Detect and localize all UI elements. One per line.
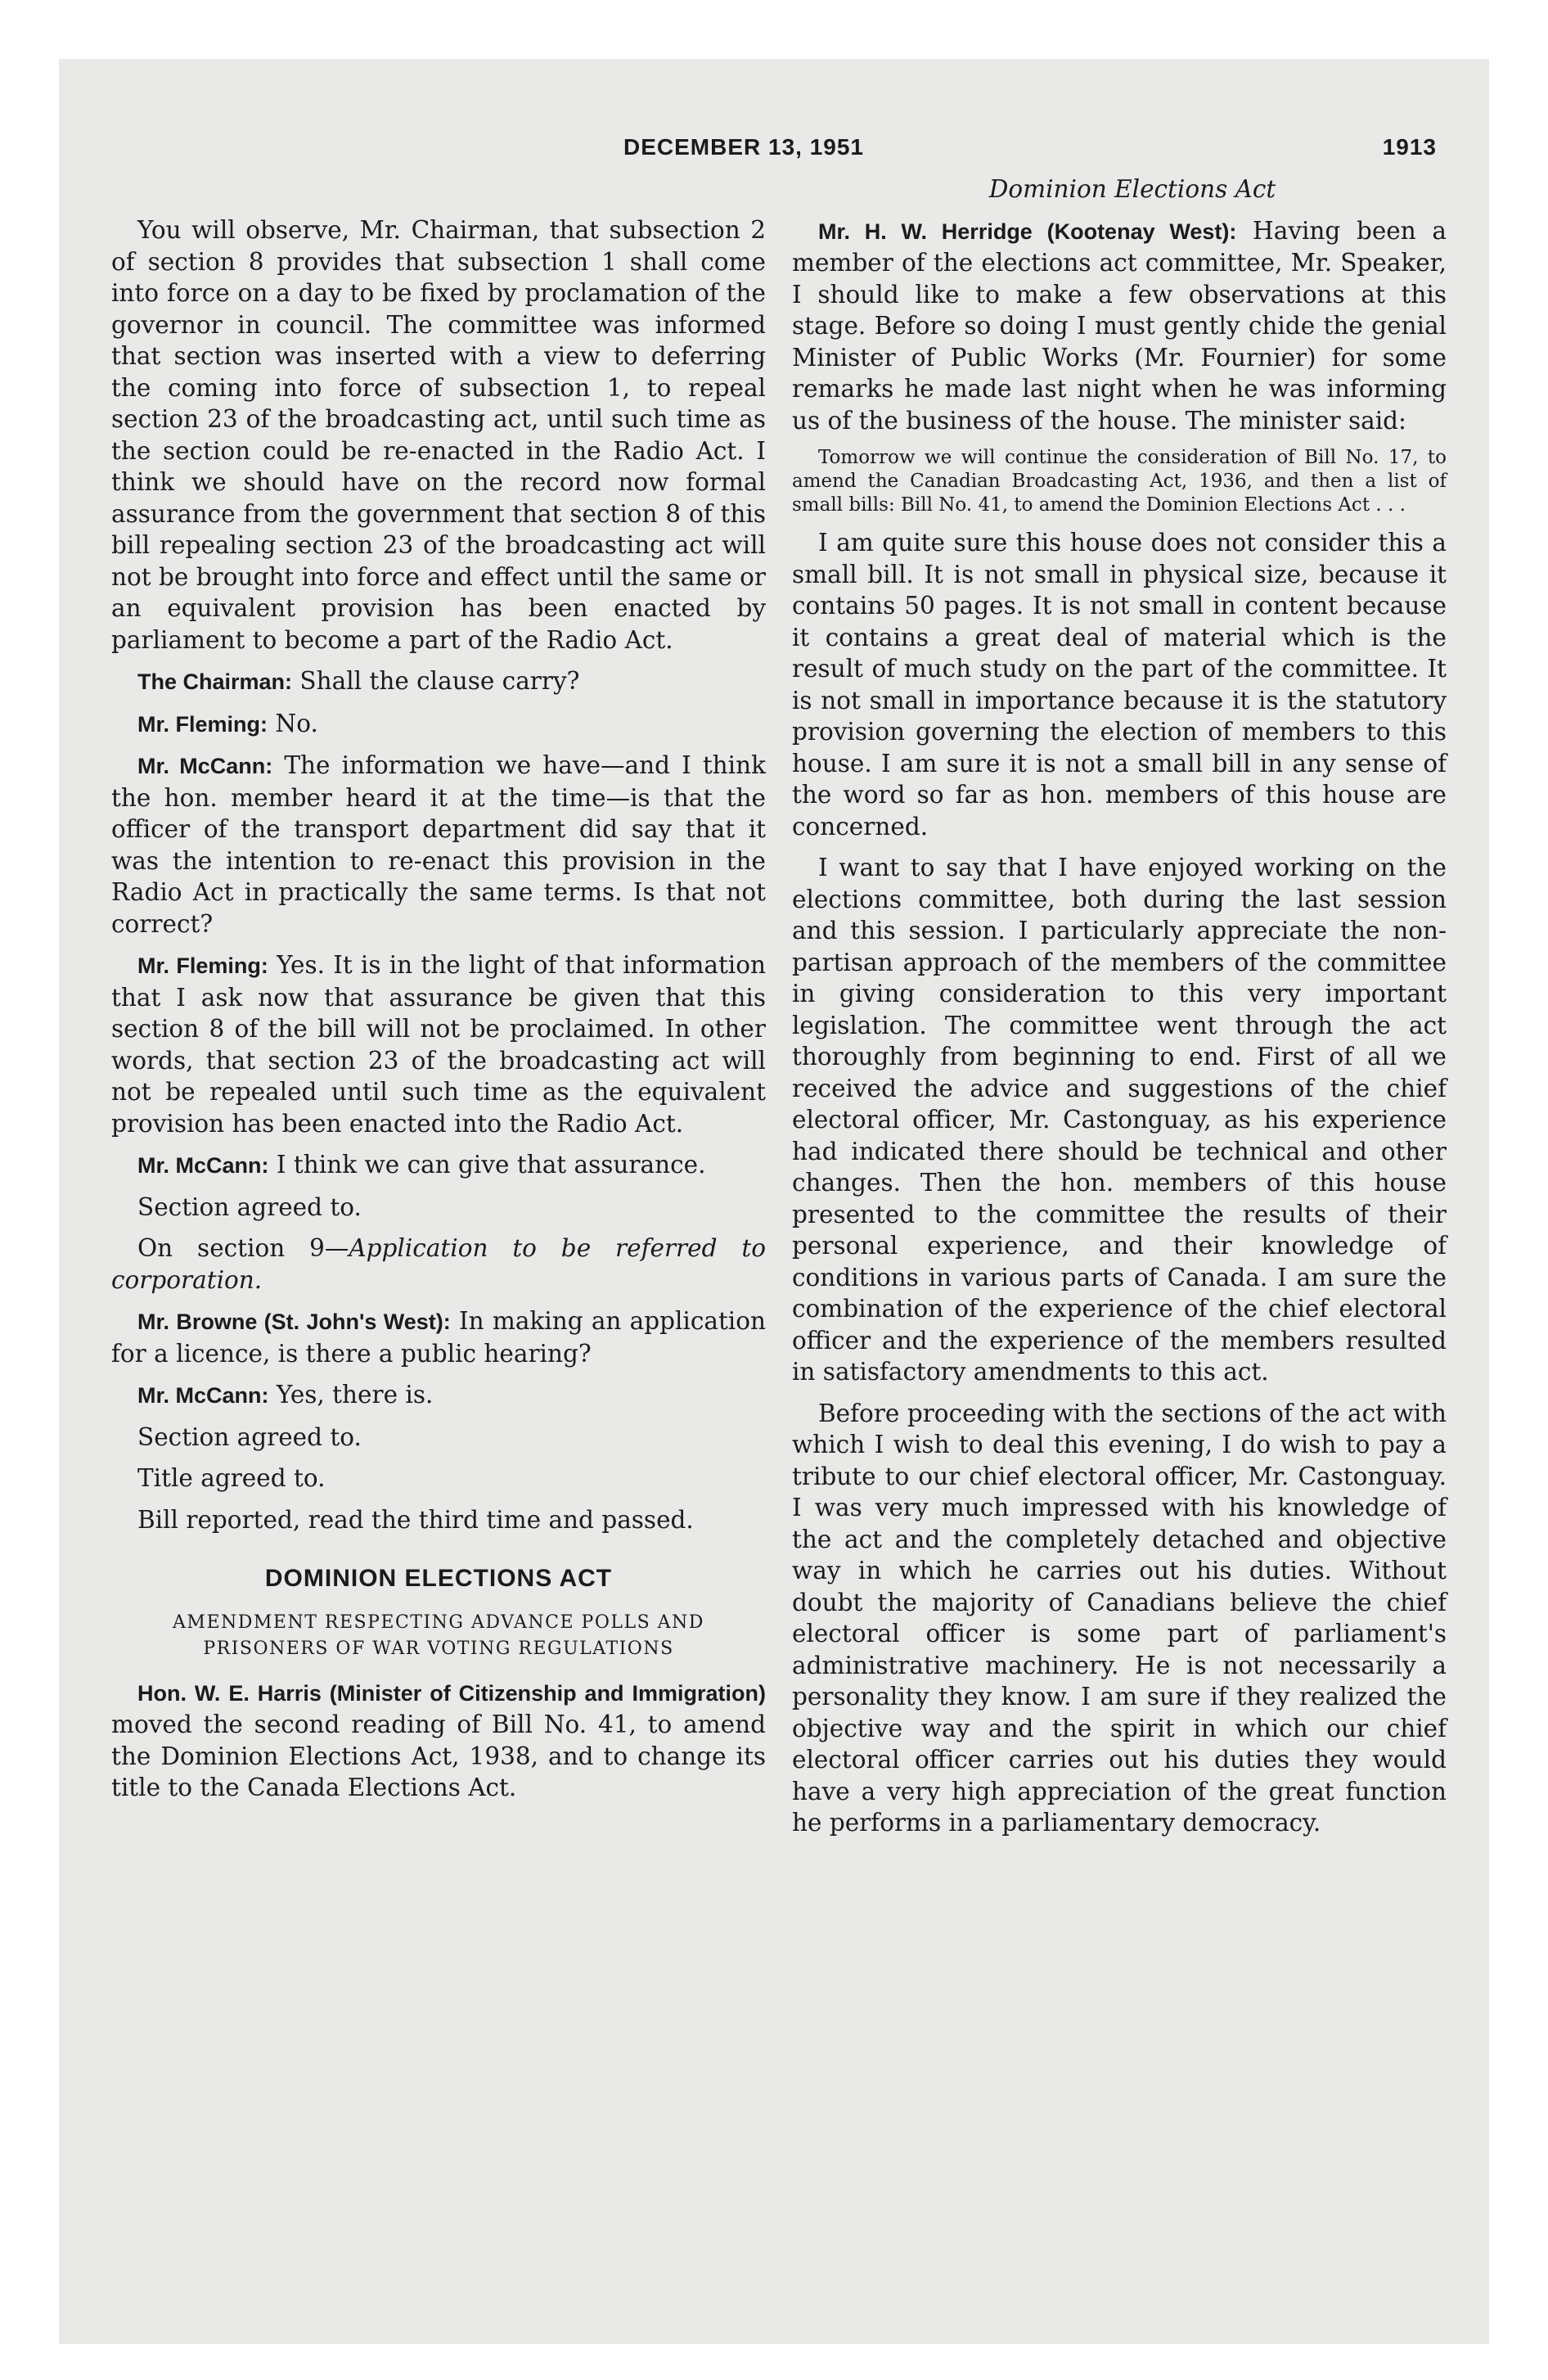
speech-text: moved the second reading of Bill No. 41, to amend the Dominion Elections Act, 1938, and to change its title to the Canada Elections Act. xyxy=(111,1711,766,1801)
speaker-name: Mr. H. W. Herridge (Kootenay West): xyxy=(818,219,1237,244)
header-date: DECEMBER 13, 1951 xyxy=(623,134,865,160)
block-quote: Tomorrow we will continue the consideration of Bill No. 17, to amend the Canadian Broadcasting Act, 1936, and then a list of small bills: Bill No. 41, to amend the Dominion Elections Act . . . xyxy=(792,447,1447,516)
speech-text: Yes, there is. xyxy=(276,1381,434,1409)
paragraph xyxy=(111,1677,766,1804)
section-heading-italic: Application to be referred to corporation. xyxy=(111,1234,766,1294)
paragraph xyxy=(111,750,766,940)
paragraph xyxy=(111,1379,766,1412)
speaker-name: Mr. McCann: xyxy=(137,1153,269,1178)
left-column xyxy=(111,214,766,1814)
paragraph: I am quite sure this house does not consider this a small bill. It is not small in physical size, because it contains 50 pages. It is not small in content because it contains a great deal of material which is the result of much study on the part of the committee. It is not small in importance because it is the statutory provision governing the election of members to this house. I am sure it is not a small bill in any sense of the word so far as hon. members of this house are concerned. xyxy=(792,529,1447,841)
speaker-name: Mr. Fleming: xyxy=(137,711,268,737)
speech-text: Yes. It is in the light of that information that I ask now that assurance be given that this section 8 of the bill will not be proclaimed. In other words, that section 23 of the broadcasting act will not be repealed until such time as the equivalent provision has been enacted into the Radio Act. xyxy=(111,951,766,1138)
paragraph: I want to say that I have enjoyed working on the elections committee, both during the last session and this session. I particularly appreciate the non-partisan approach of the members of the committee in giving consideration to this very important legislation. The committee went through the act thoroughly from beginning to end. First of all we received the advice and suggestions of the chief electoral officer, Mr. Castonguay, as his experience had indicated there should be technical and other changes. Then the hon. members of this house presented to the committee the results of their personal experience, and their knowledge of conditions in various parts of Canada. I am sure the combination of the experience of the chief electoral officer and the experience of the members resulted in satisfactory amendments to this act. xyxy=(792,854,1447,1386)
running-head: Dominion Elections Act xyxy=(988,175,1276,203)
paragraph xyxy=(792,215,1447,437)
right-column xyxy=(792,174,1447,1849)
speech-text: In making an application for a licence, is there a public hearing? xyxy=(111,1307,766,1368)
hansard-page xyxy=(59,59,1489,2344)
speaker-name: Mr. McCann: xyxy=(137,1383,269,1408)
paragraph xyxy=(111,1149,766,1182)
page-header xyxy=(59,134,1489,167)
paragraph: Bill reported, read the third time and passed. xyxy=(137,1505,694,1534)
paragraph xyxy=(111,949,766,1139)
speaker-name: Mr. McCann: xyxy=(137,754,273,778)
section-subtitle: AMENDMENT RESPECTING ADVANCE POLLS AND PRISONERS OF WAR VOTING REGULATIONS xyxy=(173,1611,704,1659)
speaker-name: Mr. Fleming: xyxy=(137,953,268,978)
speaker-name: Hon. W. E. Harris (Minister of Citizenship and Immigration) xyxy=(137,1680,766,1706)
paragraph: Before proceeding with the sections of the act with which I wish to deal this evening, I do wish to pay a tribute to our chief electoral officer, Mr. Castonguay. I was very much impressed with his knowledge of the act and the completely detached and objective way in which he carries out his duties. Without doubt the majority of Canadians believe the chief electoral officer is some part of parliament's administrative machinery. He is not necessarily a personality they know. I am sure if they realized the objective way and the spirit in which our chief electoral officer carries out his duties they would have a very high appreciation of the great function he performs in a parliamentary democracy. xyxy=(792,1399,1447,1837)
paragraph: Title agreed to. xyxy=(137,1464,326,1492)
speech-text: The information we have—and I think the hon. member heard it at the time—is that the officer of the transport department did say that it was the intention to re-enact this provision in the Radio Act in practically the same terms. Is that not correct? xyxy=(111,751,766,938)
section-lead: On section 9— xyxy=(137,1234,349,1262)
paragraph: Section agreed to. xyxy=(137,1192,362,1221)
speech-text: No. xyxy=(275,709,318,737)
speaker-name: Mr. Browne (St. John's West): xyxy=(137,1309,451,1334)
speech-text: I think we can give that assurance. xyxy=(276,1151,706,1179)
paragraph: You will observe, Mr. Chairman, that subsection 2 of section 8 provides that subsection 1 shall come into force on a day to be fixed by proclamation of the governor in council. The committee was informed that section was inserted with a view to deferring the coming into force of subsection 1, to repeal section 23 of the broadcasting act, until such time as the section could be re-enacted in the Radio Act. I think we should have on the record now formal assurance from the government that section 8 of this bill repealing section 23 of the broadcasting act will not be brought into force and effect until the same or an equivalent provision has been enacted by parliament to become a part of the Radio Act. xyxy=(111,216,766,654)
paragraph xyxy=(111,708,766,741)
paragraph xyxy=(111,665,766,698)
speaker-name: The Chairman: xyxy=(137,669,293,694)
speech-text: Having been a member of the elections act committee, Mr. Speaker, I should like to make a few observations at this stage. Before so doing I must gently chide the genial Minister of Public Works (Mr. Fournier) for some remarks he made last night when he was informing us of the business of the house. The minister said: xyxy=(792,216,1447,435)
speech-text: Shall the clause carry? xyxy=(299,667,580,695)
paragraph xyxy=(111,1233,766,1296)
paragraph: Section agreed to. xyxy=(137,1422,362,1451)
paragraph xyxy=(111,1305,766,1369)
page-number: 1913 xyxy=(1382,134,1437,160)
section-title: DOMINION ELECTIONS ACT xyxy=(264,1565,613,1592)
